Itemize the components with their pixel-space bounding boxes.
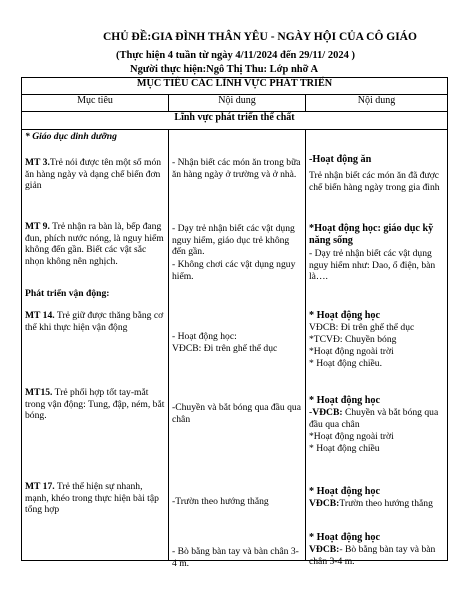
objective-mt9: MT 9. Trẻ nhận ra bàn là, bếp đang đun, phích nước nóng, là nguy hiểm không đến gần. Biết các vật sắc nhọn không nên nghịch. [25, 221, 164, 268]
objective-mt17: MT 17. Trẻ thể hiện sự nhanh, mạnh, khéo trong thực hiện bài tập tổng hợp [25, 481, 159, 516]
section-title: Lĩnh vực phát triển thể chất [22, 112, 448, 130]
activity-block-mt17: * Hoạt động học VĐCB:Trườn theo hướng thẳng [309, 486, 433, 510]
content-item: - Nhận biết các món ăn trong bữa ăn hàng ngày ở trường và ở nhà. [172, 157, 301, 180]
topic-title: CHỦ ĐỀ:GIA ĐÌNH THÂN YÊU - NGÀY HỘI CỦA CÔ GIÁO [103, 31, 417, 43]
table-title: MỤC TIÊU CÁC LĨNH VỰC PHÁT TRIỂN [22, 78, 448, 95]
column-header-objective: Mục tiêu [22, 95, 169, 112]
activity-block-crawl: * Hoạt động học VĐCB:- Bò bằng bàn tay và bàn chân 3-4 m. [309, 532, 436, 568]
objectives-cell [22, 130, 169, 561]
content-item: - Dạy trẻ nhận biết các vật dụng nguy hiểm, giáo dục trẻ không đến gần. [172, 223, 295, 258]
content-item: -Chuyền và bắt bóng qua đầu qua chân [172, 402, 301, 425]
activities-cell [306, 130, 448, 568]
subhead-nutrition: * Giáo dục dinh dưỡng [25, 131, 117, 142]
activity-block-mt15: * Hoạt động học -VĐCB: Chuyền và bắt bóng qua đầu qua chân *Hoạt động ngoài trời * Hoạt động chiều [309, 395, 439, 454]
objectives-table [21, 77, 448, 569]
content-item: -Trườn theo hướng thẳng [172, 496, 269, 507]
content-item: - Bò bằng bàn tay và bàn chân 3-4 m. [172, 546, 299, 569]
section-row [22, 112, 448, 130]
activity-block-lifeskills: *Hoạt động học: giáo dục kỹ năng sống - Dạy trẻ nhận biết các vật dụng nguy hiểm như: Dao, ổ điện, bàn là…. [309, 223, 436, 283]
column-header-content-2: Nội dung [306, 95, 448, 112]
objective-mt3: MT 3.Trẻ nói được tên một số món ăn hàng ngày và dạng chế biến đơn giản [25, 157, 162, 192]
table-title-row [22, 78, 448, 95]
content-item: - Hoạt động học: VĐCB: Đi trên ghế thể dục [172, 331, 278, 354]
objective-mt14: MT 14. Trẻ giữ được thăng bằng cơ thể khi thực hiện vận động [25, 310, 164, 333]
content-item: - Không chơi các vật dụng nguy hiểm. [172, 259, 296, 282]
teacher-line: Người thực hiện:Ngô Thị Thu: Lớp nhỡ A [130, 64, 319, 75]
activity-block-mt14: * Hoạt động học VĐCB: Đi trên ghế thể dục *TCVĐ: Chuyền bóng *Hoạt động ngoài trời * Hoạt động chiều. [309, 310, 415, 369]
table-header-row [22, 95, 448, 112]
date-range: (Thực hiện 4 tuần từ ngày 4/11/2024 đến 29/11/ 2024 ) [116, 50, 355, 61]
objective-mt15: MT15. Trẻ phối hợp tốt tay-mắt trong vận động: Tung, đập, ném, bắt bóng. [25, 387, 165, 422]
content-cell [169, 130, 306, 569]
activity-block-meal: -Hoạt động ăn Trẻ nhận biết các món ăn đã được chế biến hàng ngày trong gia đình [309, 154, 440, 194]
subhead-motor: Phát triển vận động: [25, 288, 110, 299]
table-body-row [22, 130, 448, 561]
column-header-content: Nội dung [169, 95, 306, 112]
